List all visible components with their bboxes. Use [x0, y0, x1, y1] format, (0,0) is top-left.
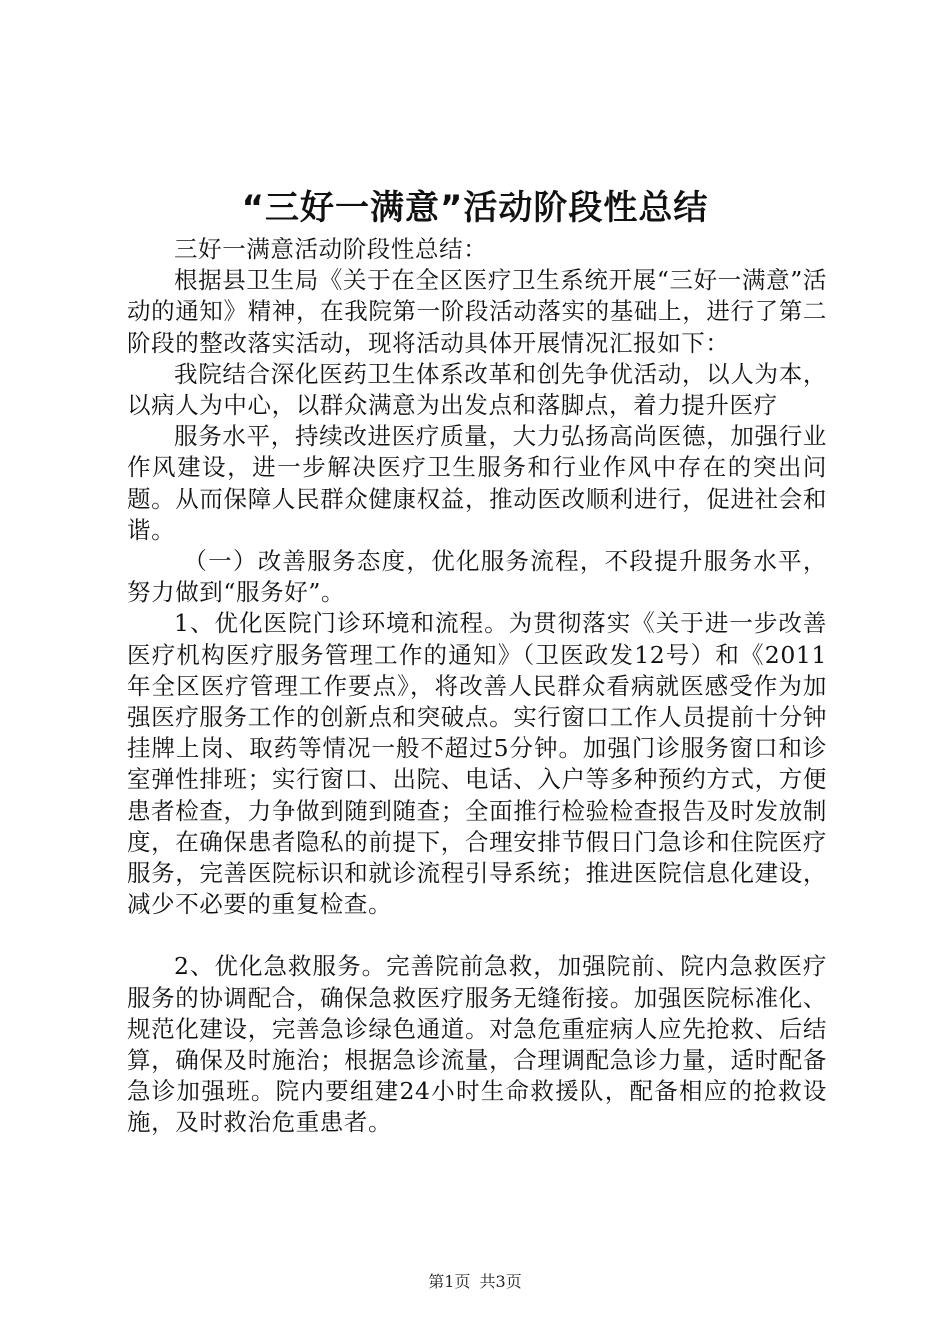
- paragraph-heading: 三好一满意活动阶段性总结：: [174, 235, 488, 263]
- paragraph-intro: 根据县卫生局《关于在全区医疗卫生系统开展“三好一满意”活动的通知》精神，在我院第一阶段活动落实的基础上，进行了第二阶段的整改落实活动，现将活动具体开展情况汇报如下：: [127, 266, 827, 357]
- paragraph-goals: 服务水平，持续改进医疗质量，大力弘扬高尚医德，加强行业作风建设，进一步解决医疗卫生服务和行业作风中存在的突出问题。从而保障人民群众健康权益，推动医改顺利进行，促进社会和谐。: [127, 422, 827, 544]
- paragraph-spacer: [127, 920, 827, 951]
- document-title: “三好一满意”活动阶段性总结: [241, 188, 709, 228]
- paragraph-item-2: 2、优化急救服务。完善院前急救，加强院前、院内急救医疗服务的协调配合，确保急救医疗服务无缝衔接。加强医院标准化、规范化建设，完善急诊绿色通道。对急危重症病人应先抢救、后结算，确保及时施治；根据急诊流量，合理调配急诊力量，适时配备急诊加强班。院内要组建24小时生命救援队，配备相应的抢救设施，及时救治危重患者。: [127, 952, 827, 1137]
- page-footer: [0, 1271, 950, 1293]
- paragraph-item-1: 1、优化医院门诊环境和流程。为贯彻落实《关于进一步改善医疗机构医疗服务管理工作的通知》（卫医政发12号）和《2011年全区医疗管理工作要点》，将改善人民群众看病就医感受作为加强医疗服务工作的创新点和突破点。实行窗口工作人员提前十分钟挂牌上岗、取药等情况一般不超过5分钟。加强门诊服务窗口和诊室弹性排班；实行窗口、出院、电话、入户等多种预约方式，方便患者检查，力争做到随到随查；全面推行检验检查报告及时发放制度，在确保患者隐私的前提下，合理安排节假日门急诊和住院医疗服务，完善医院标识和就诊流程引导系统；推进医院信息化建设，减少不必要的重复检查。: [127, 609, 827, 919]
- document-body: [127, 234, 827, 1139]
- paragraph-background: 我院结合深化医药卫生体系改革和创先争优活动，以人为本，以病人为中心，以群众满意为出发点和落脚点，着力提升医疗: [127, 359, 827, 420]
- paragraph-section-1: （一）改善服务态度，优化服务流程，不段提升服务水平，努力做到“服务好”。: [127, 547, 827, 607]
- page-total: 共3页: [479, 1272, 522, 1291]
- page-number: 第1页: [428, 1272, 471, 1291]
